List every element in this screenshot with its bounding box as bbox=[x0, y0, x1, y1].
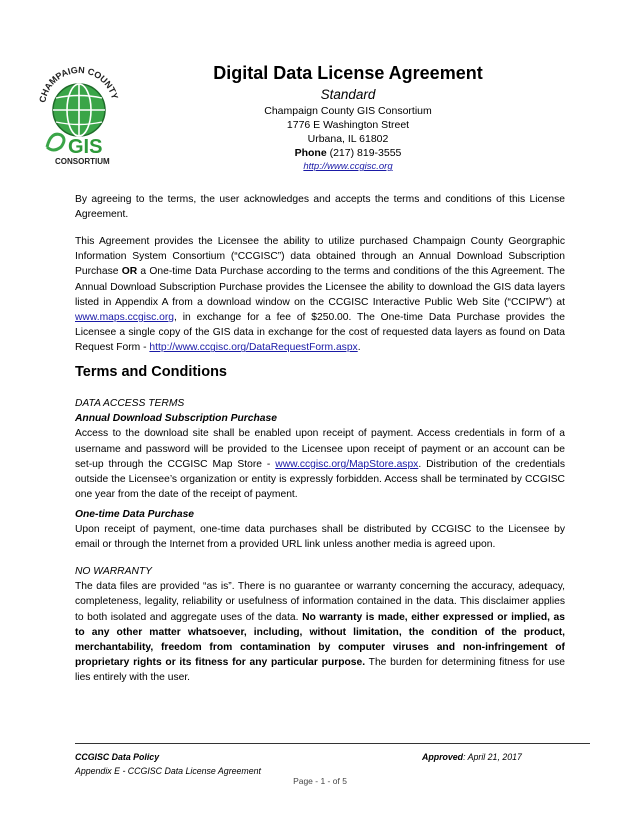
warranty-text-1: The data files are provided “as is”. There is no guarantee or warranty concerning the accuracy, adequacy, completeness, legality, reliability or usefulness of information contained in the data. This disclaimer applies to both isolated and aggregate uses of the data. bbox=[75, 581, 565, 623]
terms-heading: Terms and Conditions bbox=[75, 364, 227, 380]
footer-left bbox=[75, 750, 261, 778]
data-request-form-link[interactable]: http://www.ccgisc.org/DataRequestForm.aspx bbox=[149, 342, 358, 354]
org-name: Champaign County GIS Consortium bbox=[264, 105, 432, 117]
agreement-or: OR bbox=[121, 266, 138, 278]
warranty-bold-text: No warranty is made, either expressed or implied, as to any other matter whatsoever, including, without limitation, the condition of the product, merchantability, freedom from contamination by computer viruses and non-infringement of proprietary rights or its fitness for any particular purpose. bbox=[75, 611, 565, 669]
agreement-text-3: , in exchange for a fee of $250.00. The One-time Data Purchase provides the Licensee a single copy of the GIS data in exchange for the cost of requested data layers as found on Data Request Form - bbox=[75, 312, 565, 354]
org-website-link[interactable]: http://www.ccgisc.org bbox=[303, 161, 393, 172]
org-street: 1776 E Washington Street bbox=[286, 119, 410, 131]
phone-number: (217) 819-3555 bbox=[326, 147, 402, 159]
access-text-1: Access to the download site shall be enabled upon receipt of payment. Access credentials in form of a username and password will be provided to the Licensee upon receipt of payment or an account can be set-up through the CCGISC Map Store - bbox=[75, 428, 565, 470]
logo-consortium-text: CONSORTIUM bbox=[55, 157, 110, 166]
intro-paragraph: By agreeing to the terms, the user acknowledges and accepts the terms and conditions of this License Agreement. bbox=[75, 194, 565, 221]
maps-site-link[interactable]: www.maps.ccgisc.org bbox=[75, 312, 174, 324]
approved-label: Approved bbox=[422, 752, 464, 762]
logo-gis-text: GIS bbox=[68, 136, 103, 158]
access-label: DATA ACCESS TERMS bbox=[75, 398, 185, 409]
document-subtitle: Standard bbox=[320, 87, 376, 102]
footer-policy bbox=[75, 750, 261, 764]
org-city: Urbana, IL 61802 bbox=[307, 133, 389, 145]
warranty-section bbox=[75, 564, 565, 686]
agreement-text-2: a One-time Data Purchase according to the terms and conditions of the this Agreement. The Annual Download Subscription Purchase provides the Licensee the ability to download the GIS data layers listed in Appendix A from a download window on the CCGISC Interactive Public Web Site (“CCIPW”) at bbox=[75, 266, 565, 308]
footer-policy-text: CCGISC Data Policy bbox=[75, 752, 160, 762]
org-phone bbox=[170, 146, 526, 160]
warranty-label: NO WARRANTY bbox=[75, 566, 153, 577]
footer-approved bbox=[422, 750, 522, 764]
warranty-text-2: The burden for determining fitness for use lies entirely with the user. bbox=[75, 657, 565, 684]
access-text-2: . Distribution of the credentials outside the Licensee’s organization or entity is expressly forbidden. Access shall be terminated by CCGISC one year from the date of the receipt of payment. bbox=[75, 458, 565, 501]
onetime-section bbox=[75, 507, 565, 553]
logo-arc-text: CHAMPAIGN COUNTY bbox=[37, 64, 121, 104]
annual-subscription-heading: Annual Download Subscription Purchase bbox=[75, 413, 277, 425]
agreement-text-4: . bbox=[357, 342, 361, 354]
onetime-text: Upon receipt of payment, one-time data purchases shall be distributed by CCGISC to the Licensee by email or through the Internet from a provided URL link unless another media is agreed upon. bbox=[75, 524, 565, 551]
document-header bbox=[170, 62, 526, 174]
approved-date: : April 21, 2017 bbox=[463, 752, 522, 762]
phone-label: Phone bbox=[294, 147, 327, 159]
page-number: Page - 1 - of 5 bbox=[293, 776, 347, 786]
agreement-text-1: This Agreement provides the Licensee the ability to utilize purchased Champaign County Georgraphic Information System Consortium (“CCGISC”) data obtained through an Annual Download Subscription Purchase bbox=[75, 236, 565, 278]
ccgisc-logo bbox=[33, 55, 123, 170]
access-section bbox=[75, 396, 565, 502]
map-store-link[interactable]: www.ccgisc.org/MapStore.aspx bbox=[275, 458, 419, 470]
onetime-heading: One-time Data Purchase bbox=[75, 509, 195, 520]
document-title: Digital Data License Agreement bbox=[213, 63, 483, 83]
footer-appendix: Appendix E - CCGISC Data License Agreement bbox=[75, 766, 261, 776]
agreement-paragraph bbox=[75, 234, 565, 356]
footer-divider bbox=[75, 743, 590, 744]
